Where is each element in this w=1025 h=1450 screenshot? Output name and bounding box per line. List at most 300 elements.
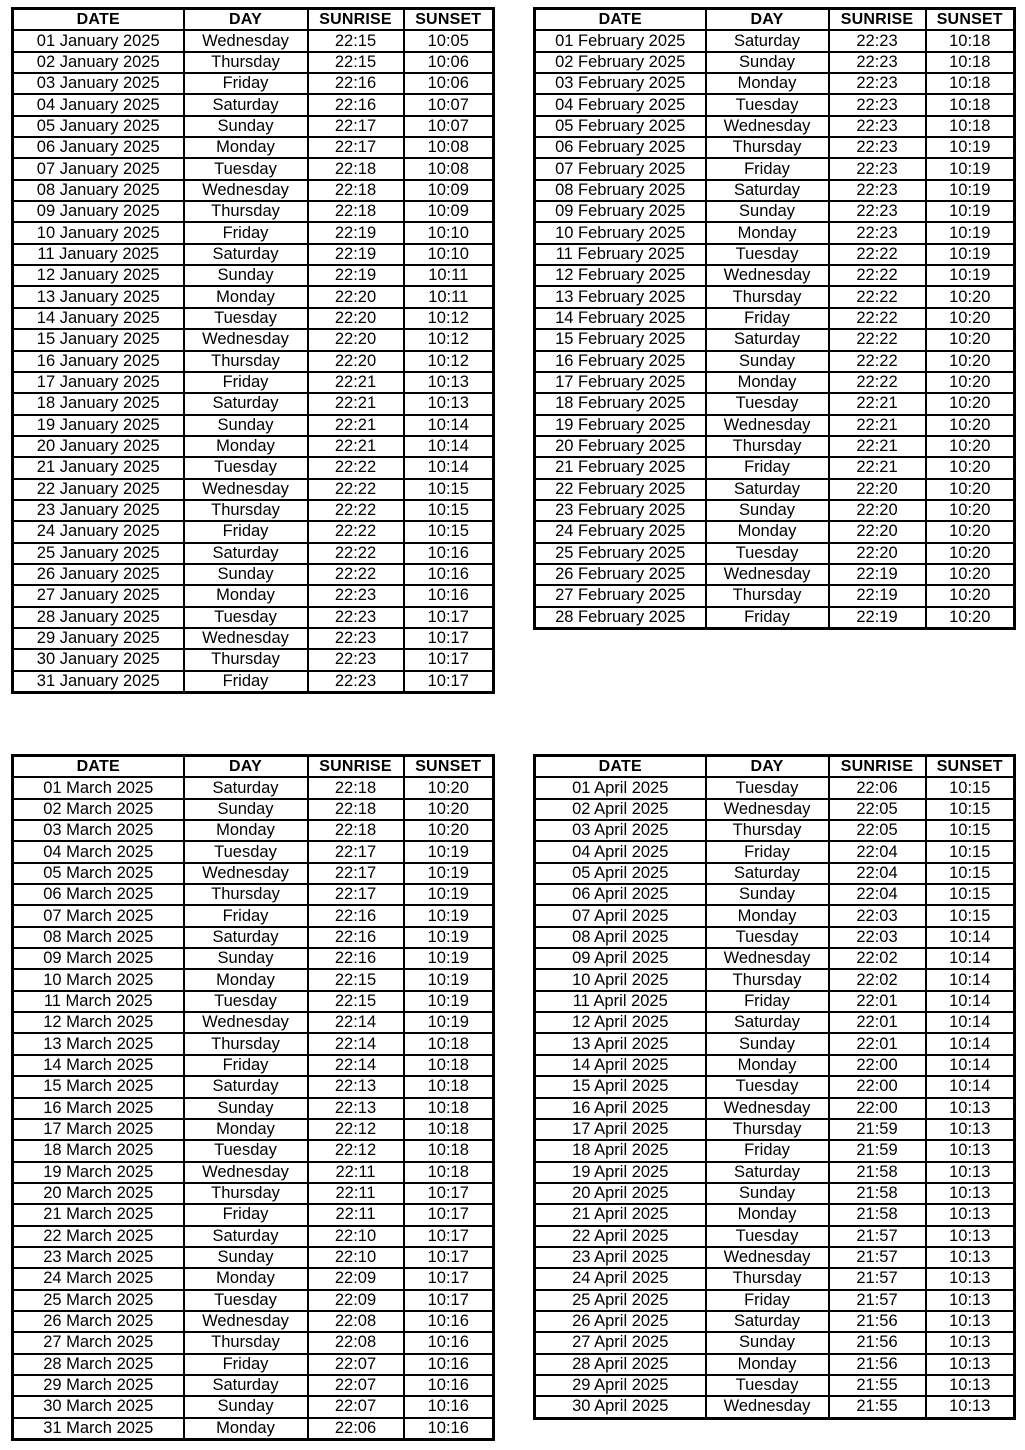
table-row [13, 222, 494, 243]
sunset-cell: 10:20 [926, 351, 1015, 372]
sunset-cell: 10:20 [926, 393, 1015, 414]
day-cell: Thursday [706, 969, 829, 990]
sunrise-cell: 22:15 [308, 991, 404, 1012]
day-cell: Monday [706, 1055, 829, 1076]
table-row [13, 649, 494, 670]
date-cell: 08 January 2025 [13, 180, 184, 201]
day-cell: Tuesday [184, 841, 308, 862]
sunrise-cell: 22:23 [308, 628, 404, 649]
day-cell: Sunday [184, 948, 308, 969]
sunrise-cell: 22:18 [308, 201, 404, 222]
date-cell: 04 March 2025 [13, 841, 184, 862]
day-cell: Saturday [184, 777, 308, 798]
sunset-cell: 10:15 [404, 521, 494, 542]
sunrise-cell: 22:23 [308, 649, 404, 670]
date-cell: 17 January 2025 [13, 372, 184, 393]
day-cell: Saturday [184, 94, 308, 115]
date-cell: 11 February 2025 [535, 244, 706, 265]
date-cell: 14 March 2025 [13, 1055, 184, 1076]
sunrise-cell: 22:21 [308, 436, 404, 457]
sunset-cell: 10:19 [404, 841, 494, 862]
day-cell: Tuesday [706, 393, 829, 414]
table-row [535, 265, 1015, 286]
day-cell: Sunday [706, 1033, 829, 1054]
table-row [535, 308, 1015, 329]
date-cell: 27 March 2025 [13, 1332, 184, 1353]
table-row [535, 1012, 1015, 1033]
sunrise-cell: 21:55 [829, 1396, 926, 1418]
date-cell: 28 February 2025 [535, 607, 706, 629]
table-row [535, 607, 1015, 629]
table-row [13, 393, 494, 414]
table-row [535, 479, 1015, 500]
date-cell: 14 February 2025 [535, 308, 706, 329]
date-cell: 26 January 2025 [13, 564, 184, 585]
date-cell: 14 January 2025 [13, 308, 184, 329]
day-cell: Tuesday [706, 777, 829, 798]
date-cell: 25 March 2025 [13, 1290, 184, 1311]
sunset-cell: 10:13 [404, 372, 494, 393]
sunrise-cell: 22:22 [829, 372, 926, 393]
date-cell: 25 January 2025 [13, 543, 184, 564]
sunset-cell: 10:17 [404, 671, 494, 693]
day-cell: Thursday [706, 1119, 829, 1140]
day-cell: Sunday [706, 1183, 829, 1204]
date-cell: 16 April 2025 [535, 1098, 706, 1119]
day-cell: Thursday [706, 436, 829, 457]
date-cell: 12 February 2025 [535, 265, 706, 286]
date-cell: 24 January 2025 [13, 521, 184, 542]
table-row [13, 607, 494, 628]
sunset-cell: 10:13 [926, 1183, 1015, 1204]
date-cell: 25 April 2025 [535, 1290, 706, 1311]
date-cell: 16 February 2025 [535, 351, 706, 372]
sunrise-cell: 22:13 [308, 1098, 404, 1119]
date-cell: 08 February 2025 [535, 180, 706, 201]
table-row [13, 116, 494, 137]
day-cell: Thursday [706, 1268, 829, 1289]
sunset-cell: 10:13 [926, 1268, 1015, 1289]
day-cell: Tuesday [184, 308, 308, 329]
date-cell: 12 January 2025 [13, 265, 184, 286]
day-cell: Wednesday [706, 1247, 829, 1268]
sunrise-cell: 22:20 [829, 500, 926, 521]
day-cell: Monday [706, 1204, 829, 1225]
sunset-cell: 10:20 [404, 799, 494, 820]
sunset-cell: 10:18 [926, 94, 1015, 115]
day-cell: Wednesday [184, 180, 308, 201]
sunrise-cell: 22:12 [308, 1119, 404, 1140]
table-row [535, 564, 1015, 585]
table-row [535, 180, 1015, 201]
sunset-cell: 10:19 [926, 201, 1015, 222]
date-header: DATE [13, 9, 184, 31]
date-cell: 09 March 2025 [13, 948, 184, 969]
sunrise-cell: 22:19 [308, 222, 404, 243]
date-cell: 13 April 2025 [535, 1033, 706, 1054]
date-cell: 15 April 2025 [535, 1076, 706, 1097]
day-cell: Sunday [706, 201, 829, 222]
sunrise-cell: 22:23 [829, 222, 926, 243]
day-cell: Monday [706, 222, 829, 243]
table-row [13, 1140, 494, 1161]
day-cell: Saturday [706, 329, 829, 350]
sunrise-cell: 22:11 [308, 1183, 404, 1204]
table-row [13, 948, 494, 969]
date-cell: 01 April 2025 [535, 777, 706, 798]
table-row [13, 1012, 494, 1033]
sunset-cell: 10:20 [926, 436, 1015, 457]
day-cell: Friday [706, 841, 829, 862]
date-cell: 02 March 2025 [13, 799, 184, 820]
day-cell: Saturday [184, 393, 308, 414]
sunset-cell: 10:17 [404, 1290, 494, 1311]
sunset-cell: 10:13 [926, 1140, 1015, 1161]
sunset-cell: 10:15 [926, 799, 1015, 820]
table-row [535, 948, 1015, 969]
sunset-cell: 10:13 [926, 1396, 1015, 1418]
date-cell: 04 January 2025 [13, 94, 184, 115]
table-row [535, 436, 1015, 457]
date-cell: 01 February 2025 [535, 30, 706, 51]
sunset-cell: 10:09 [404, 201, 494, 222]
sunrise-cell: 22:07 [308, 1375, 404, 1396]
day-cell: Saturday [706, 1311, 829, 1332]
day-cell: Monday [706, 1354, 829, 1375]
sunset-cell: 10:18 [404, 1098, 494, 1119]
day-cell: Friday [706, 607, 829, 629]
date-cell: 26 March 2025 [13, 1311, 184, 1332]
date-cell: 18 April 2025 [535, 1140, 706, 1161]
table-row [535, 1268, 1015, 1289]
day-cell: Sunday [184, 265, 308, 286]
sunrise-cell: 22:22 [829, 265, 926, 286]
table-row [535, 286, 1015, 307]
sunset-cell: 10:05 [404, 30, 494, 51]
date-cell: 01 January 2025 [13, 30, 184, 51]
sunset-cell: 10:18 [926, 52, 1015, 73]
sunrise-cell: 22:05 [829, 820, 926, 841]
date-cell: 07 January 2025 [13, 158, 184, 179]
table-row [535, 521, 1015, 542]
sunrise-cell: 22:23 [829, 30, 926, 51]
sunset-cell: 10:18 [404, 1055, 494, 1076]
date-cell: 31 January 2025 [13, 671, 184, 693]
sunrise-cell: 22:22 [829, 308, 926, 329]
sunset-cell: 10:19 [404, 1012, 494, 1033]
date-cell: 05 April 2025 [535, 863, 706, 884]
sunrise-cell: 22:23 [829, 52, 926, 73]
table-row [535, 457, 1015, 478]
sunrise-cell: 22:10 [308, 1247, 404, 1268]
day-cell: Friday [184, 521, 308, 542]
sunrise-cell: 21:57 [829, 1247, 926, 1268]
sunrise-cell: 22:16 [308, 905, 404, 926]
sunset-cell: 10:18 [926, 73, 1015, 94]
sunrise-cell: 22:19 [829, 564, 926, 585]
date-cell: 19 February 2025 [535, 415, 706, 436]
day-cell: Friday [706, 991, 829, 1012]
table-row [13, 1076, 494, 1097]
day-cell: Tuesday [706, 1375, 829, 1396]
sunrise-cell: 22:22 [829, 329, 926, 350]
sunrise-cell: 22:23 [829, 180, 926, 201]
sunset-cell: 10:20 [926, 479, 1015, 500]
sunrise-cell: 22:20 [308, 286, 404, 307]
table-row [535, 351, 1015, 372]
date-cell: 20 January 2025 [13, 436, 184, 457]
day-cell: Thursday [184, 1332, 308, 1353]
sunset-cell: 10:11 [404, 265, 494, 286]
day-cell: Sunday [184, 1098, 308, 1119]
sunset-cell: 10:16 [404, 543, 494, 564]
table-row [13, 1098, 494, 1119]
date-cell: 10 February 2025 [535, 222, 706, 243]
sunset-cell: 10:20 [404, 777, 494, 798]
table-row [13, 628, 494, 649]
day-cell: Thursday [184, 1033, 308, 1054]
sunrise-cell: 22:21 [829, 415, 926, 436]
table-row [13, 884, 494, 905]
table-row [13, 201, 494, 222]
date-cell: 23 March 2025 [13, 1247, 184, 1268]
table-row [13, 73, 494, 94]
day-cell: Friday [706, 457, 829, 478]
sunrise-cell: 22:21 [829, 457, 926, 478]
day-cell: Thursday [706, 137, 829, 158]
sunset-cell: 10:13 [926, 1119, 1015, 1140]
day-cell: Wednesday [184, 30, 308, 51]
sunrise-cell: 22:21 [829, 436, 926, 457]
date-cell: 09 February 2025 [535, 201, 706, 222]
table-row [535, 1183, 1015, 1204]
day-cell: Tuesday [706, 1226, 829, 1247]
table-row [13, 500, 494, 521]
date-cell: 13 March 2025 [13, 1033, 184, 1054]
sunrise-cell: 21:56 [829, 1311, 926, 1332]
sunset-cell: 10:16 [404, 1418, 494, 1440]
date-cell: 19 January 2025 [13, 415, 184, 436]
april-sun-table [533, 754, 1016, 1420]
date-cell: 24 March 2025 [13, 1268, 184, 1289]
day-cell: Tuesday [184, 607, 308, 628]
table-row [13, 991, 494, 1012]
date-cell: 18 March 2025 [13, 1140, 184, 1161]
day-cell: Monday [184, 585, 308, 606]
sunrise-cell: 22:16 [308, 94, 404, 115]
sunrise-cell: 22:18 [308, 777, 404, 798]
sunrise-cell: 22:19 [829, 585, 926, 606]
day-cell: Saturday [184, 1076, 308, 1097]
sunrise-header: SUNRISE [308, 9, 404, 31]
table-row [13, 1226, 494, 1247]
sunset-cell: 10:20 [926, 585, 1015, 606]
sunset-cell: 10:09 [404, 180, 494, 201]
sunrise-cell: 22:21 [829, 393, 926, 414]
table-row [13, 1162, 494, 1183]
sunrise-cell: 22:21 [308, 415, 404, 436]
sunrise-cell: 22:03 [829, 927, 926, 948]
date-cell: 12 April 2025 [535, 1012, 706, 1033]
date-cell: 27 February 2025 [535, 585, 706, 606]
sunrise-cell: 22:15 [308, 52, 404, 73]
sunrise-cell: 22:20 [308, 351, 404, 372]
day-header: DAY [184, 756, 308, 778]
day-cell: Tuesday [184, 1290, 308, 1311]
sunrise-cell: 22:17 [308, 137, 404, 158]
sunrise-cell: 22:02 [829, 948, 926, 969]
table-row [535, 52, 1015, 73]
sunrise-cell: 22:20 [829, 521, 926, 542]
sunrise-cell: 22:03 [829, 905, 926, 926]
day-cell: Saturday [706, 30, 829, 51]
sunset-cell: 10:17 [404, 1268, 494, 1289]
day-cell: Saturday [184, 1226, 308, 1247]
table-row [535, 1098, 1015, 1119]
date-cell: 31 March 2025 [13, 1418, 184, 1440]
sunrise-cell: 22:22 [829, 351, 926, 372]
sunrise-cell: 22:04 [829, 863, 926, 884]
date-cell: 08 April 2025 [535, 927, 706, 948]
sunset-cell: 10:18 [926, 30, 1015, 51]
table-row [535, 991, 1015, 1012]
table-row [13, 180, 494, 201]
sunset-cell: 10:20 [926, 457, 1015, 478]
day-cell: Monday [706, 521, 829, 542]
table-row [13, 137, 494, 158]
day-cell: Sunday [706, 52, 829, 73]
date-cell: 14 April 2025 [535, 1055, 706, 1076]
sunset-cell: 10:14 [404, 415, 494, 436]
date-cell: 23 April 2025 [535, 1247, 706, 1268]
table-row [535, 1290, 1015, 1311]
date-cell: 04 February 2025 [535, 94, 706, 115]
february-sun-table [533, 7, 1016, 630]
table-row [13, 969, 494, 990]
date-cell: 29 March 2025 [13, 1375, 184, 1396]
sunrise-cell: 22:19 [308, 244, 404, 265]
date-cell: 03 March 2025 [13, 820, 184, 841]
date-cell: 10 March 2025 [13, 969, 184, 990]
day-cell: Thursday [706, 820, 829, 841]
sunset-cell: 10:14 [926, 1033, 1015, 1054]
day-cell: Thursday [706, 585, 829, 606]
sunset-cell: 10:14 [926, 927, 1015, 948]
table-row [535, 841, 1015, 862]
day-cell: Monday [184, 820, 308, 841]
date-cell: 28 April 2025 [535, 1354, 706, 1375]
table-row [13, 564, 494, 585]
sunset-cell: 10:18 [404, 1076, 494, 1097]
sunset-cell: 10:11 [404, 286, 494, 307]
sunrise-cell: 22:20 [829, 479, 926, 500]
table-row [13, 1396, 494, 1417]
table-row [535, 969, 1015, 990]
table-row [13, 436, 494, 457]
sunrise-cell: 21:56 [829, 1332, 926, 1353]
date-cell: 06 February 2025 [535, 137, 706, 158]
date-cell: 18 February 2025 [535, 393, 706, 414]
day-cell: Sunday [184, 564, 308, 585]
table-row [535, 905, 1015, 926]
table-row [13, 351, 494, 372]
day-cell: Friday [184, 1055, 308, 1076]
sunrise-cell: 22:23 [829, 94, 926, 115]
sunrise-cell: 22:23 [308, 585, 404, 606]
sunrise-cell: 22:21 [308, 372, 404, 393]
table-row [535, 1055, 1015, 1076]
sunset-cell: 10:13 [926, 1162, 1015, 1183]
date-cell: 17 March 2025 [13, 1119, 184, 1140]
sunrise-cell: 22:19 [308, 265, 404, 286]
sunset-cell: 10:20 [926, 521, 1015, 542]
date-cell: 13 January 2025 [13, 286, 184, 307]
day-cell: Monday [184, 286, 308, 307]
sunrise-cell: 22:20 [308, 308, 404, 329]
sunrise-cell: 22:16 [308, 948, 404, 969]
sunset-cell: 10:12 [404, 329, 494, 350]
table-row [13, 820, 494, 841]
header-row [13, 9, 494, 31]
day-cell: Wednesday [184, 863, 308, 884]
table-row [535, 500, 1015, 521]
sunrise-cell: 22:14 [308, 1055, 404, 1076]
date-cell: 23 February 2025 [535, 500, 706, 521]
date-cell: 22 April 2025 [535, 1226, 706, 1247]
sunset-cell: 10:06 [404, 73, 494, 94]
date-cell: 27 April 2025 [535, 1332, 706, 1353]
sunrise-cell: 22:21 [308, 393, 404, 414]
date-cell: 03 February 2025 [535, 73, 706, 94]
sunrise-cell: 21:56 [829, 1354, 926, 1375]
date-cell: 22 March 2025 [13, 1226, 184, 1247]
sunset-cell: 10:13 [926, 1098, 1015, 1119]
day-cell: Saturday [706, 863, 829, 884]
table-row [13, 1119, 494, 1140]
day-cell: Friday [706, 1140, 829, 1161]
date-cell: 03 January 2025 [13, 73, 184, 94]
sunrise-cell: 21:58 [829, 1162, 926, 1183]
sunset-cell: 10:19 [926, 180, 1015, 201]
sunrise-cell: 21:57 [829, 1268, 926, 1289]
day-cell: Friday [184, 671, 308, 693]
day-cell: Saturday [706, 180, 829, 201]
sunset-cell: 10:15 [926, 905, 1015, 926]
table-row [535, 1076, 1015, 1097]
date-cell: 30 April 2025 [535, 1396, 706, 1418]
date-cell: 09 January 2025 [13, 201, 184, 222]
date-cell: 19 March 2025 [13, 1162, 184, 1183]
day-cell: Thursday [184, 1183, 308, 1204]
day-cell: Sunday [706, 500, 829, 521]
sunset-cell: 10:13 [926, 1332, 1015, 1353]
day-cell: Wednesday [706, 116, 829, 137]
date-cell: 16 March 2025 [13, 1098, 184, 1119]
day-cell: Wednesday [706, 799, 829, 820]
day-cell: Friday [184, 222, 308, 243]
day-cell: Saturday [184, 927, 308, 948]
day-cell: Friday [184, 905, 308, 926]
sunset-cell: 10:20 [926, 286, 1015, 307]
table-row [13, 308, 494, 329]
day-cell: Thursday [184, 201, 308, 222]
sunset-cell: 10:13 [926, 1290, 1015, 1311]
date-cell: 20 March 2025 [13, 1183, 184, 1204]
date-cell: 21 April 2025 [535, 1204, 706, 1225]
date-cell: 01 March 2025 [13, 777, 184, 798]
table-row [13, 329, 494, 350]
sunset-cell: 10:17 [404, 628, 494, 649]
